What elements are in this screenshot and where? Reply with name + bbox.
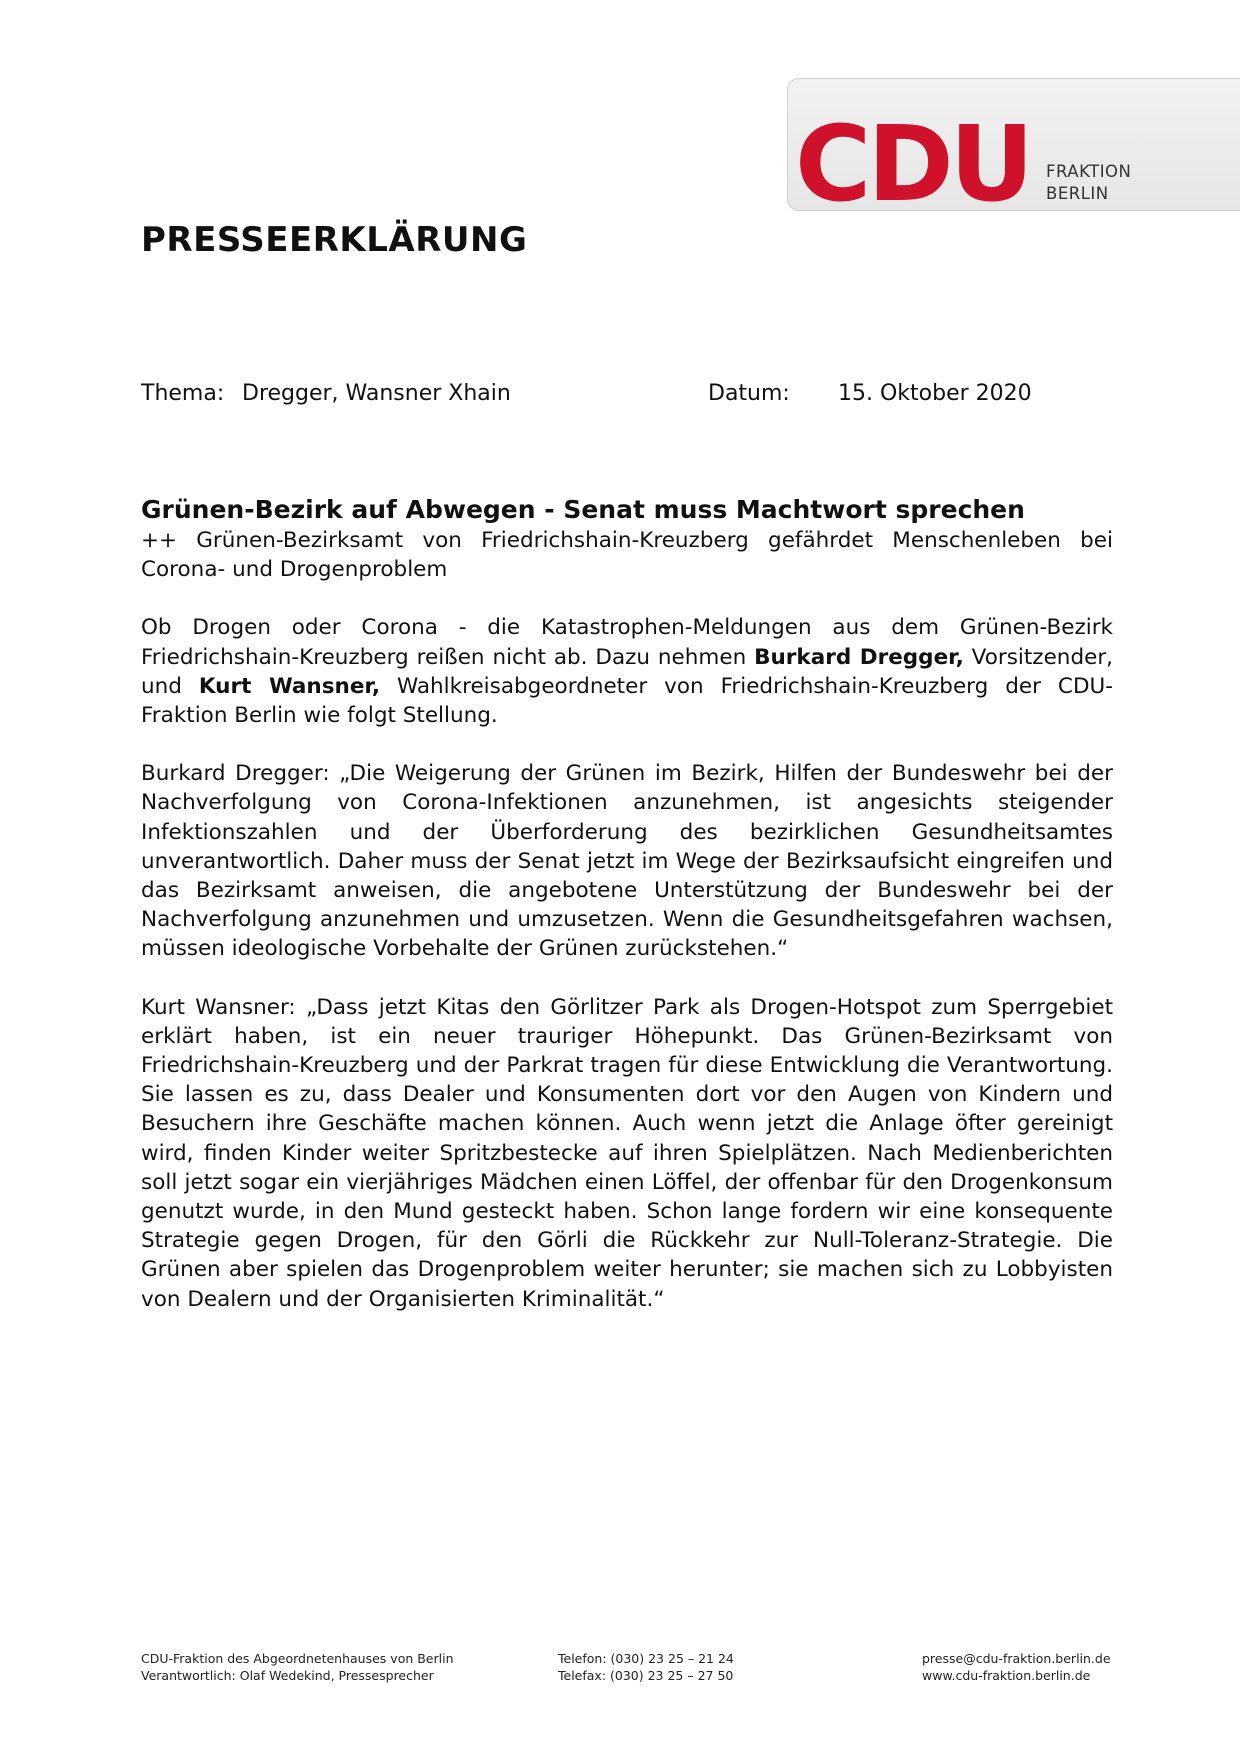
footer-responsible: Verantwortlich: Olaf Wedekind, Pressesprecher — [141, 1668, 434, 1683]
footer-phone: Telefon: (030) 23 25 – 21 24 — [558, 1651, 734, 1666]
footer-fax: Telefax: (030) 23 25 – 27 50 — [558, 1668, 734, 1683]
footer-web[interactable]: www.cdu-fraktion.berlin.de — [922, 1668, 1091, 1683]
intro-text-2: Vorsitzender, und — [141, 644, 1113, 699]
footer-email[interactable]: presse@cdu-fraktion.berlin.de — [922, 1651, 1111, 1666]
footer-phone-col — [558, 1650, 734, 1684]
article-body — [141, 494, 1113, 1314]
footer-contact-col — [922, 1650, 1111, 1684]
cdu-logo: CDU — [795, 103, 1031, 225]
quote-wansner: Kurt Wansner: „Dass jetzt Kitas den Görlitzer Park als Drogen-Hotspot zum Sperrgebiet erklärt haben, ist ein neuer trauriger Höhepunkt. Das Grünen-Bezirksamt von Friedrichshain-Kreuzberg und der Parkrat tragen für diese Entwicklung die Verantwortung. Sie lassen es zu, dass Dealer und Konsumenten dort vor den Augen von Kindern und Besuchern ihre Geschäfte machen können. Auch wenn jetzt die Anlage öfter gereinigt wird, finden Kinder weiter Spritzbestecke auf ihren Spielplätzen. Nach Medienberichten soll jetzt sogar ein vierjähriges Mädchen einen Löffel, der offenbar für den Drogenkonsum genutzt wurde, in den Mund gesteckt haben. Schon lange fordern wir eine konsequente Strategie gegen Drogen, für den Görli die Rückkehr zur Null-Toleranz-Strategie. Die Grünen aber spielen das Drogenproblem weiter herunter; sie machen sich zu Lobbyisten von Dealern und der Organisierten Kriminalität.“ — [141, 994, 1113, 1312]
datum-label: Datum: — [708, 381, 790, 406]
intro-name-wansner: Kurt Wansner, — [198, 673, 381, 699]
subheadline: ++ Grünen-Bezirksamt von Friedrichshain-Kreuzberg gefährdet Menschenleben bei Corona- und Drogenproblem — [141, 528, 1113, 583]
quote-dregger: Burkard Dregger: „Die Weigerung der Grünen im Bezirk, Hilfen der Bundeswehr bei der Nachverfolgung von Corona-Infektionen anzunehmen, ist angesichts steigender Infektionszahlen und der Überforderung des bezirklichen Gesundheitsamtes unverantwortlich. Daher muss der Senat jetzt im Wege der Bezirksaufsicht eingreifen und das Bezirksamt anweisen, die angebotene Unterstützung der Bundeswehr bei der Nachverfolgung anzunehmen und umzusetzen. Wenn die Gesundheitsgefahren wachsen, müssen ideologische Vorbehalte der Grünen zurückstehen.“ — [141, 761, 1113, 962]
headline: Grünen-Bezirk auf Abwegen - Senat muss Machtwort sprechen — [141, 495, 1025, 524]
logo-subtitle — [1046, 161, 1131, 205]
thema-label: Thema: — [141, 381, 225, 406]
page-title: PRESSEERKLÄRUNG — [141, 220, 528, 260]
intro-text-1: Ob Drogen oder Corona - die Katastrophen-Meldungen aus dem Grünen-Bezirk Friedrichshain-Kreuzberg reißen nicht ab. Dazu nehmen — [141, 615, 1113, 670]
logo-sub-line1: FRAKTION — [1046, 162, 1132, 181]
thema-value: Dregger, Wansner Xhain — [242, 381, 511, 406]
footer-org-col — [141, 1650, 454, 1684]
intro-text-3: Wahlkreisabgeordneter von Friedrichshain-Kreuzberg der CDU-Fraktion Berlin wie folgt Stellung. — [141, 673, 1113, 729]
logo-sub-line2: BERLIN — [1046, 184, 1109, 203]
intro-name-dregger: Burkard Dregger, — [754, 644, 964, 670]
footer-org: CDU-Fraktion des Abgeordnetenhauses von Berlin — [141, 1651, 454, 1666]
intro-paragraph — [141, 613, 1113, 730]
datum-value: 15. Oktober 2020 — [838, 381, 1032, 406]
